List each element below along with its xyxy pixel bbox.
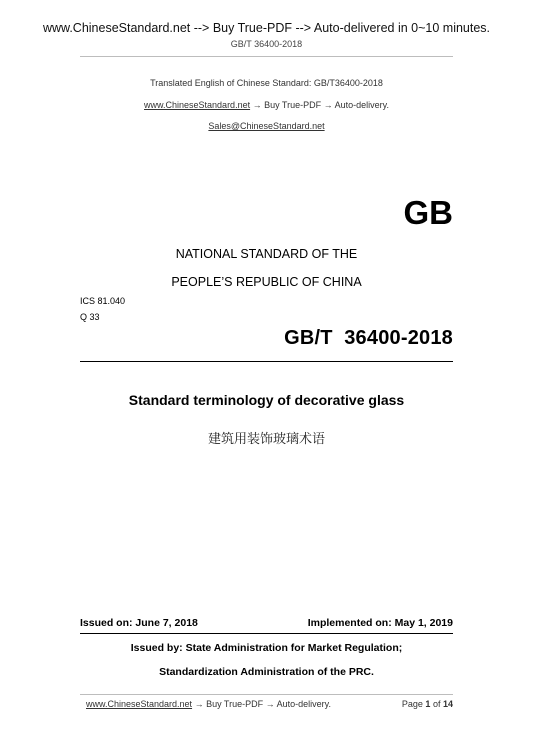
national-standard-line-1: NATIONAL STANDARD OF THE <box>175 247 358 261</box>
top-banner: www.ChineseStandard.net --> Buy True-PDF --> Auto-delivered in 0~10 minutes. <box>42 21 491 35</box>
email-line <box>0 121 533 131</box>
page-indicator <box>402 699 453 709</box>
page-of-label: of <box>432 699 441 709</box>
national-standard-line-2: PEOPLE’S REPUBLIC OF CHINA <box>171 275 362 289</box>
issue-divider <box>80 633 453 634</box>
code-divider <box>80 361 453 362</box>
header-divider <box>80 56 453 57</box>
email-link[interactable]: Sales@ChineseStandard.net <box>208 121 325 131</box>
implemented-on-date: Implemented on: May 1, 2019 <box>307 617 453 629</box>
page-total: 14 <box>442 699 453 709</box>
standard-code: GB/T 36400-2018 <box>284 327 453 349</box>
footer-divider <box>80 694 453 695</box>
site-line <box>0 100 533 110</box>
document-title-en: Standard terminology of decorative glass <box>128 392 405 408</box>
ccs-code: Q 33 <box>80 312 100 322</box>
ics-code: ICS 81.040 <box>80 296 126 306</box>
issued-by-line-1: Issued by: State Administration for Market Regulation; <box>130 642 403 654</box>
issued-by-line-2: Standardization Administration of the PRC. <box>159 666 374 678</box>
footer-site-suffix: → Buy True-PDF → Auto-delivery. <box>192 699 331 709</box>
document-title-zh: 建筑用装饰玻璃术语 <box>207 432 325 447</box>
issued-on-date: Issued on: June 7, 2018 <box>80 617 198 629</box>
translation-note: Translated English of Chinese Standard: GB/T36400-2018 <box>150 78 383 88</box>
site-suffix: → Buy True-PDF → Auto-delivery. <box>250 100 389 110</box>
gb-mark: GB <box>403 194 453 231</box>
footer-site-line <box>86 699 331 709</box>
page-number: 1 <box>425 699 431 709</box>
site-link[interactable]: www.ChineseStandard.net <box>144 100 251 110</box>
footer-site-link[interactable]: www.ChineseStandard.net <box>86 699 193 709</box>
header-standard-code: GB/T 36400-2018 <box>230 39 303 49</box>
page-label: Page <box>401 699 423 709</box>
